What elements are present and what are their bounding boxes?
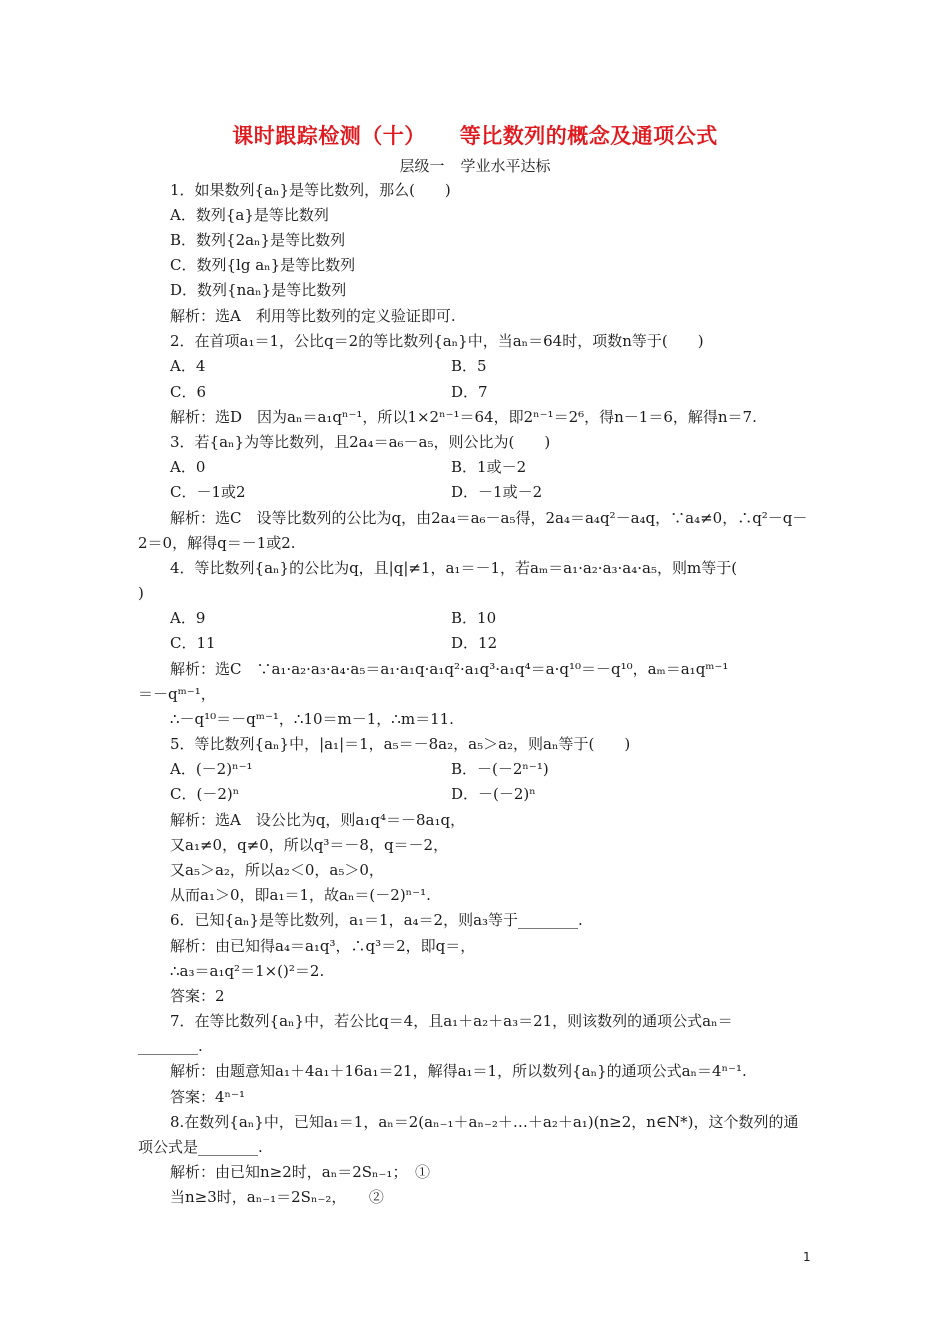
text-line: 解析：选A 设公比为q，则a₁q⁴＝－8a₁q， [170,811,466,829]
text-line: A．4 [170,357,206,375]
text-line: ∴a₃＝a₁q²＝1×()²＝2. [170,962,325,980]
text-line: 答案：2 [170,987,225,1005]
text-line: C．－1或2 [170,483,246,501]
text-line: A．数列{a}是等比数列 [170,206,329,224]
text-line: C．11 [170,634,216,652]
text-line: 6．已知{aₙ}是等比数列，a₁＝1，a₄＝2，则a₃等于________. [170,911,583,929]
title-part1: 课时跟踪检测（十） [232,123,426,148]
text-line: 解析：由已知n≥2时，aₙ＝2Sₙ₋₁； ① [170,1163,430,1181]
text-line: ________. [138,1037,203,1055]
text-line: 5．等比数列{aₙ}中，|a₁|＝1，a₅＝－8a₂，a₅＞a₂，则aₙ等于( ) [170,735,631,753]
text-line: C．数列{lg aₙ}是等比数列 [170,256,356,274]
text-line: A．9 [170,609,206,627]
text-line: C．6 [170,383,207,401]
text-line-right: B．1或－2 [451,458,527,476]
text-line: 解析：选C 设等比数列的公比为q，由2a₄＝a₆－a₅得，2a₄＝a₄q²－a₄q，∵a₄≠0，∴q²－q－ [170,509,808,527]
text-line: ∴－q¹⁰＝－qᵐ⁻¹，∴10＝m－1，∴m＝11. [170,710,454,728]
section-heading [0,155,950,176]
text-line-right: B．10 [451,609,497,627]
text-line-right: D．－(－2)ⁿ [451,785,536,803]
text-line: D．数列{naₙ}是等比数列 [170,281,347,299]
text-line: 3．若{aₙ}为等比数列，且2a₄＝a₆－a₅，则公比为( ) [170,433,551,451]
text-line: 1．如果数列{aₙ}是等比数列，那么( ) [170,181,451,199]
text-line: 解析：选A 利用等比数列的定义验证即可. [170,307,456,325]
section-level: 层级一 [399,157,445,175]
text-line: 又a₅＞a₂，所以a₂＜0，a₅＞0， [170,861,384,879]
text-line-right: D．12 [451,634,498,652]
text-line: 4．等比数列{aₙ}的公比为q，且|q|≠1，a₁＝－1，若aₘ＝a₁·a₂·a₃·a₄·a₅，则m等于( [170,559,738,577]
section-title: 学业水平达标 [460,157,551,175]
text-line: 2＝0，解得q＝－1或2. [138,534,296,552]
text-line-right: D．7 [451,383,488,401]
text-line: 解析：由已知得a₄＝a₁q³，∴q³＝2，即q＝， [170,937,476,955]
text-line: ＝－qᵐ⁻¹， [138,685,216,703]
text-line: 2．在首项a₁＝1，公比q＝2的等比数列{aₙ}中，当aₙ＝64时，项数n等于( ) [170,332,704,350]
text-line: 8.在数列{aₙ}中，已知a₁＝1，aₙ＝2(aₙ₋₁＋aₙ₋₂＋…＋a₂＋a₁)(n≥2，n∈N*)，这个数列的通 [170,1113,799,1131]
text-line: 项公式是________. [138,1138,263,1156]
text-line: 解析：选C ∵a₁·a₂·a₃·a₄·a₅＝a₁·a₁q·a₁q²·a₁q³·a₁q⁴＝a·q¹⁰＝－q¹⁰，aₘ＝a₁qᵐ⁻¹ [170,660,729,678]
text-line: 答案：4ⁿ⁻¹ [170,1088,245,1106]
text-line: 又a₁≠0，q≠0，所以q³＝－8，q＝－2， [170,836,449,854]
text-line-right: D．－1或－2 [451,483,543,501]
text-line: B．数列{2aₙ}是等比数列 [170,231,346,249]
text-line: A．(－2)ⁿ⁻¹ [170,760,253,778]
text-line: C．(－2)ⁿ [170,785,240,803]
text-line: ) [138,584,144,602]
title-part2: 等比数列的概念及通项公式 [459,123,718,148]
text-line: 当n≥3时，aₙ₋₁＝2Sₙ₋₂， ② [170,1188,384,1206]
text-line-right: B．5 [451,357,487,375]
text-line: A．0 [170,458,206,476]
text-line: 解析：选D 因为aₙ＝a₁qⁿ⁻¹，所以1×2ⁿ⁻¹＝64，即2ⁿ⁻¹＝2⁶，得n－1＝6，解得n＝7. [170,408,757,426]
text-line-right: B．－(－2ⁿ⁻¹) [451,760,549,778]
text-line: 从而a₁＞0，即a₁＝1，故aₙ＝(－2)ⁿ⁻¹. [170,886,431,904]
page-number: 1 [803,1250,811,1264]
page-title [0,120,950,150]
text-line: 7．在等比数列{aₙ}中，若公比q＝4，且a₁＋a₂＋a₃＝21，则该数列的通项公式aₙ＝ [170,1012,733,1030]
text-line: 解析：由题意知a₁＋4a₁＋16a₁＝21，解得a₁＝1，所以数列{aₙ}的通项公式aₙ＝4ⁿ⁻¹. [170,1062,747,1080]
